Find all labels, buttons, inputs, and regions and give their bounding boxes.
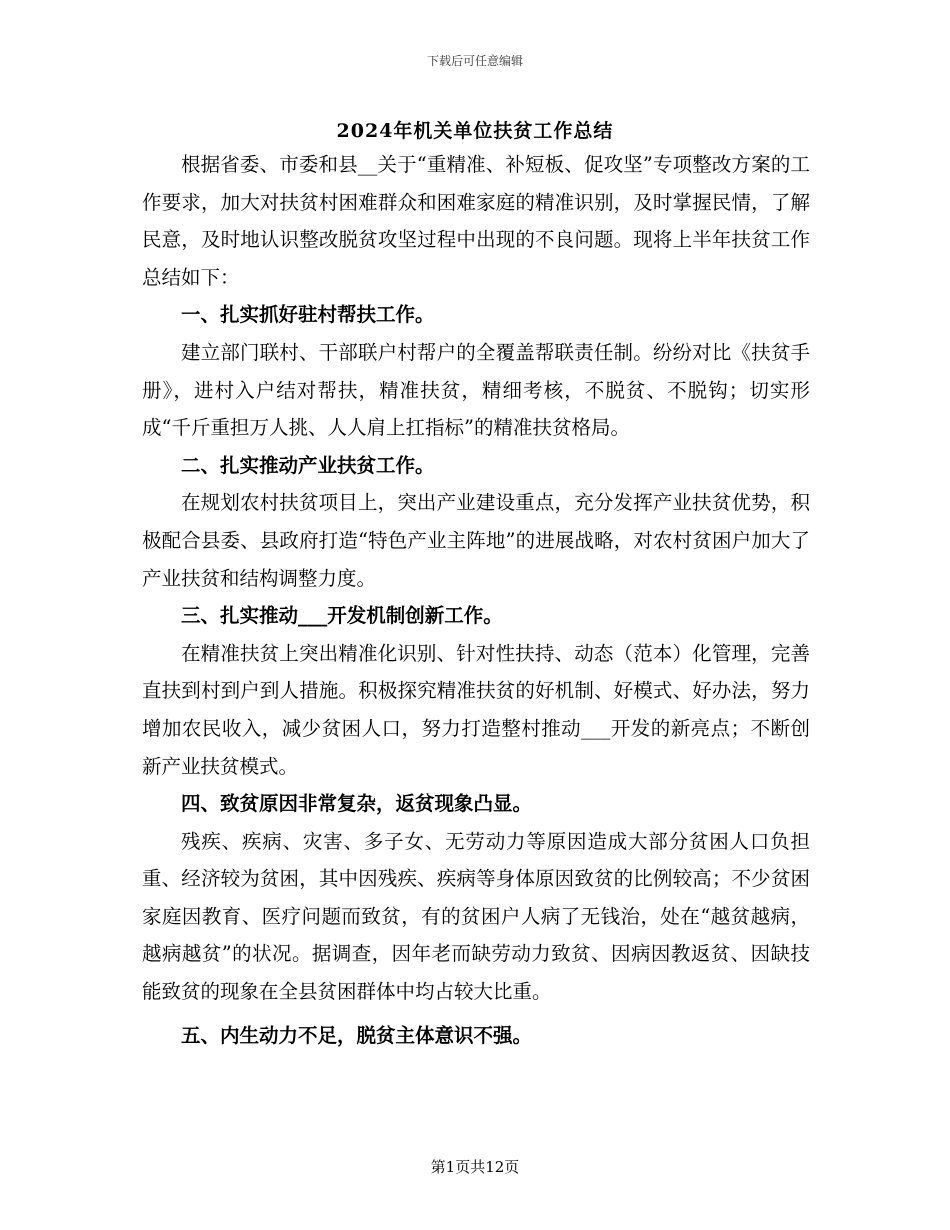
section-heading-3: 三、扎实推动___开发机制创新工作。 xyxy=(181,604,503,628)
document-title: 2024年机关单位扶贫工作总结 xyxy=(336,120,614,142)
document-body xyxy=(142,146,810,1054)
section-heading-2: 二、扎实推动产业扶贫工作。 xyxy=(181,453,435,477)
section-heading-1: 一、扎实抓好驻村帮扶工作。 xyxy=(181,303,435,327)
section-body-3: 在精准扶贫上突出精准化识别、针对性扶持、动态（范本）化管理，完善直扶到村到户到人措施。积极探究精准扶贫的好机制、好模式、好办法，努力增加农民收入，减少贫困人口，努力打造整村推动___开发的新亮点；不断创新产业扶贫模式。 xyxy=(142,641,810,778)
section-body-2: 在规划农村扶贫项目上，突出产业建设重点，充分发挥产业扶贫优势，积极配合县委、县政府打造“特色产业主阵地”的进展战略，对农村贫困户加大了产业扶贫和结构调整力度。 xyxy=(142,491,810,590)
section-heading-5: 五、内生动力不足，脱贫主体意识不强。 xyxy=(181,1023,533,1047)
header-note: 下载后可任意编辑 xyxy=(426,54,523,68)
section-body-4: 残疾、疾病、灾害、多子女、无劳动力等原因造成大部分贫困人口负担重、经济较为贫困，其中因残疾、疾病等身体原因致贫的比例较高；不少贫困家庭因教育、医疗问题而致贫，有的贫困户人病了无钱治，处在“越贫越病，越病越贫”的状况。据调查，因年老而缺劳动力致贫、因病因教返贫、因缺技能致贫的现象在全县贫困群体中均占较大比重。 xyxy=(142,829,810,1004)
section-heading-4: 四、致贫原因非常复杂，返贫现象凸显。 xyxy=(181,792,533,816)
page-footer: 第1页共12页 xyxy=(430,1158,520,1176)
intro-paragraph: 根据省委、市委和县__关于“重精准、补短板、促攻坚”专项整改方案的工作要求，加大对扶贫村困难群众和困难家庭的精准识别，及时掌握民情，了解民意，及时地认识整改脱贫攻坚过程中出现的不良问题。现将上半年扶贫工作总结如下： xyxy=(142,153,810,289)
section-body-1: 建立部门联村、干部联户村帮户的全覆盖帮联责任制。纷纷对比《扶贫手册》，进村入户结对帮扶，精准扶贫，精细考核，不脱贫、不脱钩；切实形成“千斤重担万人挑、人人肩上扛指标”的精准扶贫格局。 xyxy=(142,340,810,440)
